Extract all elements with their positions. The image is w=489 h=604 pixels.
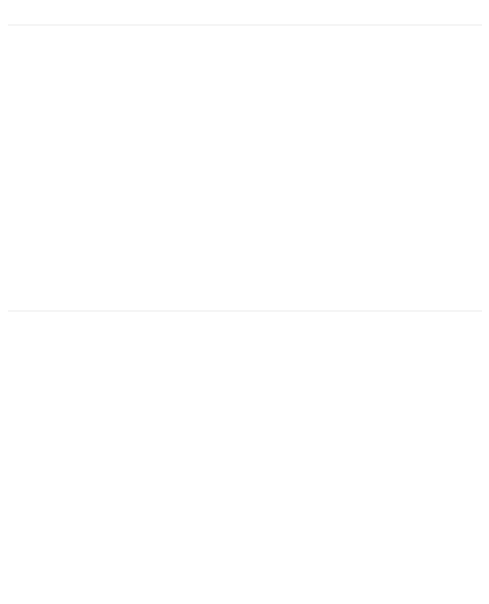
list-item[interactable]: [56, 152, 436, 176]
list-item[interactable]: [56, 104, 436, 128]
bullet-icon: [56, 387, 70, 401]
bullet-icon: [56, 487, 70, 501]
list-item[interactable]: [56, 52, 436, 76]
list-item[interactable]: [56, 382, 436, 406]
top-divider: [8, 24, 482, 26]
bullet-icon: [56, 109, 70, 123]
top-panel: [0, 0, 489, 300]
bullet-icon: [56, 157, 70, 171]
list-item[interactable]: [56, 432, 436, 456]
list-item[interactable]: [150, 528, 489, 552]
list-item[interactable]: [190, 204, 489, 228]
bullet-icon: [56, 437, 70, 451]
bullet-icon: [56, 57, 70, 71]
list-item[interactable]: [56, 482, 436, 506]
list-item[interactable]: [140, 576, 489, 600]
bottom-divider: [8, 310, 482, 312]
